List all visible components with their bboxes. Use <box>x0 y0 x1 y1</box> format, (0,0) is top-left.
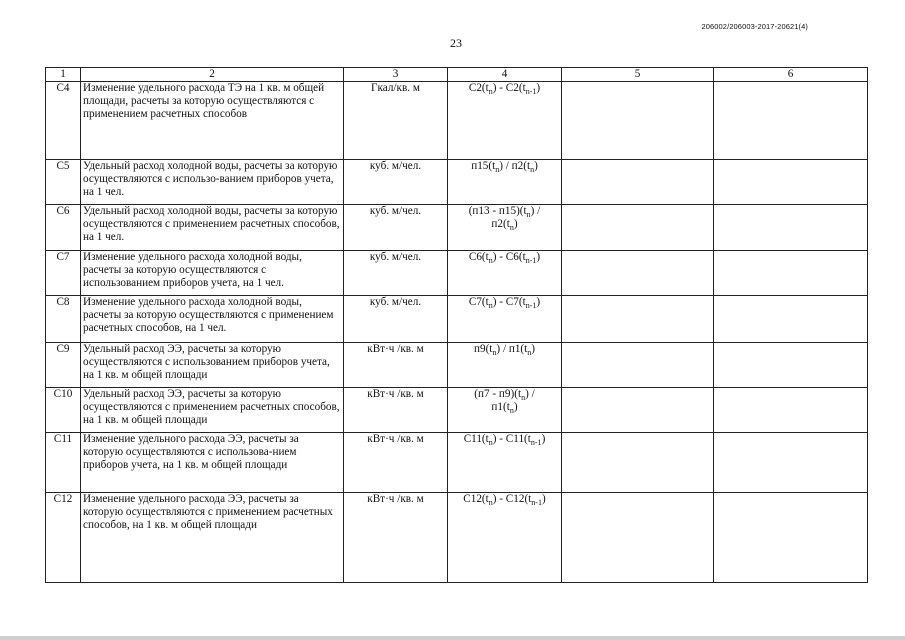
row-description: Удельный расход холодной воды, расчеты за которую осуществляются с применением расчетных способов, на 1 чел. <box>81 205 344 251</box>
scan-bottom-edge <box>0 636 905 640</box>
column-header: 4 <box>448 68 562 82</box>
row-description: Удельный расход холодной воды, расчеты за которую осуществляются с использо-ванием приборов учета, на 1 чел. <box>81 160 344 205</box>
row-description: Изменение удельного расхода ЭЭ, расчеты за которую осуществляются с использова-нием приборов учета, на 1 кв. м общей площади <box>81 433 344 493</box>
row-formula: $п9(t_n) / п1(t_n)$ <box>448 343 562 388</box>
table-row <box>46 388 868 433</box>
table-row <box>46 160 868 205</box>
row-col6 <box>714 82 868 160</box>
column-header: 2 <box>81 68 344 82</box>
row-formula: $(п7 - п9)(t_n)$ / $п1(t_n)$ <box>448 388 562 433</box>
row-unit: кВт·ч /кв. м <box>344 343 448 388</box>
row-code: С6 <box>46 205 81 251</box>
row-code: С11 <box>46 433 81 493</box>
page-number: 23 <box>450 36 462 50</box>
table-row <box>46 82 868 160</box>
table-row <box>46 251 868 296</box>
row-col6 <box>714 251 868 296</box>
row-col5 <box>562 205 714 251</box>
row-col6 <box>714 205 868 251</box>
row-code: С12 <box>46 493 81 583</box>
row-col6 <box>714 160 868 205</box>
row-unit: кВт·ч /кв. м <box>344 433 448 493</box>
row-col5 <box>562 433 714 493</box>
row-code: С7 <box>46 251 81 296</box>
column-header: 3 <box>344 68 448 82</box>
document-id: 206002/206003-2017-20621(4) <box>701 22 808 31</box>
row-col6 <box>714 433 868 493</box>
row-col6 <box>714 343 868 388</box>
row-unit: куб. м/чел. <box>344 251 448 296</box>
row-col5 <box>562 251 714 296</box>
row-formula: $п15(t_n) / п2(t_n)$ <box>448 160 562 205</box>
row-unit: куб. м/чел. <box>344 296 448 343</box>
row-unit: кВт·ч /кв. м <box>344 388 448 433</box>
row-formula: $С2(t_n) - С2(t_{n-1})$ <box>448 82 562 160</box>
table-row <box>46 205 868 251</box>
row-col6 <box>714 388 868 433</box>
row-code: С5 <box>46 160 81 205</box>
table-row <box>46 296 868 343</box>
row-col6 <box>714 296 868 343</box>
row-description: Изменение удельного расхода ТЭ на 1 кв. м общей площади, расчеты за которую осуществляются с применением расчетных способов <box>81 82 344 160</box>
row-col5 <box>562 160 714 205</box>
row-description: Изменение удельного расхода холодной воды, расчеты за которую осуществляются с применением расчетных способов, на 1 чел. <box>81 296 344 343</box>
table-row <box>46 493 868 583</box>
column-header: 5 <box>562 68 714 82</box>
data-table <box>45 67 868 583</box>
row-code: С9 <box>46 343 81 388</box>
row-formula: $С6(t_n) - С6(t_{n-1})$ <box>448 251 562 296</box>
row-code: С4 <box>46 82 81 160</box>
row-formula: $С7(t_n) - С7(t_{n-1})$ <box>448 296 562 343</box>
row-col5 <box>562 296 714 343</box>
row-unit: куб. м/чел. <box>344 205 448 251</box>
row-col5 <box>562 343 714 388</box>
row-description: Изменение удельного расхода холодной воды, расчеты за которую осуществляются с использованием приборов учета, на 1 чел. <box>81 251 344 296</box>
row-description: Удельный расход ЭЭ, расчеты за которую осуществляются с использованием приборов учета, на 1 кв. м общей площади <box>81 343 344 388</box>
row-col5 <box>562 388 714 433</box>
row-formula: $С12(t_n) - С12(t_{n-1})$ <box>448 493 562 583</box>
column-header: 6 <box>714 68 868 82</box>
row-code: С8 <box>46 296 81 343</box>
row-col5 <box>562 493 714 583</box>
table-row <box>46 343 868 388</box>
row-unit: Гкал/кв. м <box>344 82 448 160</box>
row-description: Удельный расход ЭЭ, расчеты за которую осуществляются с применением расчетных способов, на 1 кв. м общей площади <box>81 388 344 433</box>
column-header: 1 <box>46 68 81 82</box>
table-header-row <box>46 68 868 82</box>
row-unit: куб. м/чел. <box>344 160 448 205</box>
row-description: Изменение удельного расхода ЭЭ, расчеты за которую осуществляются с применением расчетных способов, на 1 кв. м общей площади <box>81 493 344 583</box>
table-row <box>46 433 868 493</box>
row-unit: кВт·ч /кв. м <box>344 493 448 583</box>
row-code: С10 <box>46 388 81 433</box>
row-col6 <box>714 493 868 583</box>
row-formula: $(п13 - п15)(t_n)$ / $п2(t_n)$ <box>448 205 562 251</box>
row-formula: $С11(t_n) - С11(t_{n-1})$ <box>448 433 562 493</box>
row-col5 <box>562 82 714 160</box>
